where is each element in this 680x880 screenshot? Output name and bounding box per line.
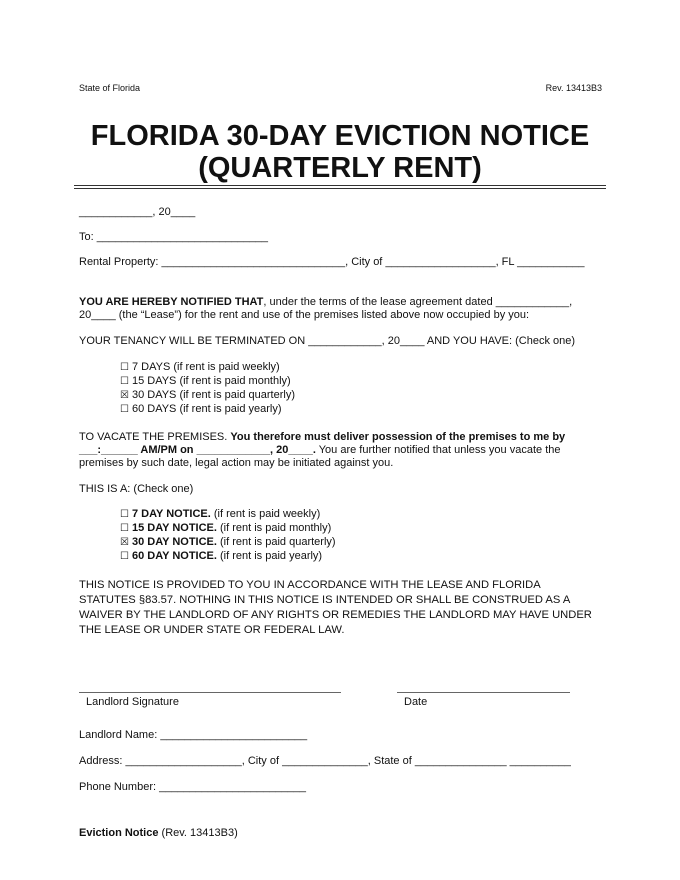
rental-property-label: Rental Property: [79, 256, 159, 268]
revision-label: Rev. 13413B3 [545, 83, 602, 93]
page-title: FLORIDA 30-DAY EVICTION NOTICE [90, 120, 590, 152]
address-label: Address: [79, 755, 123, 767]
days-option-7[interactable] [120, 361, 280, 374]
notice-option-7[interactable] [120, 508, 320, 521]
rental-property-field[interactable]: ______________________________ [161, 256, 346, 268]
checkbox-icon[interactable]: ☐ [120, 404, 129, 415]
phone-field[interactable]: ________________________ [159, 781, 306, 793]
address-state-label: , State of [367, 755, 412, 767]
address-line [79, 755, 571, 768]
notice-option-label: (if rent is paid quarterly) [216, 536, 336, 548]
tenancy-line: YOUR TENANCY WILL BE TERMINATED ON ____________, 20____ AND YOU HAVE: (Check one) [79, 335, 576, 347]
to-label: To: [79, 231, 94, 243]
checked-checkbox-icon[interactable]: ☒ [120, 390, 129, 401]
vacate-bold-2: ___:______ AM/PM on ____________, 20____. [79, 444, 316, 456]
address-city-field[interactable]: ______________ [282, 755, 368, 767]
notice-option-label: (if rent is paid monthly) [216, 522, 332, 534]
vacate-line-1 [79, 431, 565, 444]
notice-line-1 [79, 296, 572, 309]
vacate-text-2: You are further notified that unless you vacate the [315, 444, 561, 456]
notice-option-30[interactable] [120, 536, 336, 549]
days-option-label: 30 DAYS (if rent is paid quarterly) [131, 389, 295, 401]
statute-line-1: THIS NOTICE IS PROVIDED TO YOU IN ACCORDANCE WITH THE LEASE AND FLORIDA [79, 579, 541, 591]
notice-option-label: (if rent is paid weekly) [210, 508, 321, 520]
notice-option-title: 7 DAY NOTICE. [131, 508, 211, 520]
footer-title: Eviction Notice [79, 827, 159, 839]
footer-rev: (Rev. 13413B3) [158, 827, 238, 839]
statute-line-2: STATUTES §83.57. NOTHING IN THIS NOTICE IS INTENDED OR SHALL BE CONSTRUED AS A [79, 594, 571, 606]
title-rule-bottom [74, 188, 606, 189]
title-rule-top [74, 185, 606, 186]
checkbox-icon[interactable]: ☐ [120, 551, 129, 562]
days-option-label: 15 DAYS (if rent is paid monthly) [131, 375, 291, 387]
date-field[interactable]: ____________, 20____ [79, 206, 196, 218]
address-zip-field[interactable]: __________ [509, 755, 571, 767]
page-subtitle: (QUARTERLY RENT) [198, 152, 482, 184]
checkbox-icon[interactable]: ☐ [120, 509, 129, 520]
notice-option-label: (if rent is paid yearly) [216, 550, 323, 562]
days-option-15[interactable] [120, 375, 291, 388]
checkbox-icon[interactable]: ☐ [120, 523, 129, 534]
landlord-signature-label: Landlord Signature [86, 696, 179, 708]
notice-heading: YOU ARE HEREBY NOTIFIED THAT [79, 296, 264, 308]
landlord-name-label: Landlord Name: [79, 729, 158, 741]
notice-option-title: 60 DAY NOTICE. [131, 550, 217, 562]
notice-option-15[interactable] [120, 522, 331, 535]
vacate-bold-1: You therefore must deliver possession of the premises to me by [230, 431, 566, 443]
landlord-name-line [79, 729, 307, 742]
days-option-label: 7 DAYS (if rent is paid weekly) [131, 361, 280, 373]
statute-line-4: THE LEASE OR UNDER STATE OR FEDERAL LAW. [79, 624, 345, 636]
address-field[interactable]: ___________________ [125, 755, 242, 767]
date-signature-line[interactable] [397, 692, 570, 693]
rental-property-line [79, 256, 584, 269]
state-fl-label: , FL [495, 256, 515, 268]
vacate-text: TO VACATE THE PREMISES. [79, 431, 231, 443]
phone-line [79, 781, 306, 794]
vacate-line-2 [79, 444, 561, 457]
notice-option-title: 15 DAY NOTICE. [131, 522, 217, 534]
vacate-line-3: premises by such date, legal action may be initiated against you. [79, 457, 394, 469]
checkbox-icon[interactable]: ☐ [120, 362, 129, 373]
notice-text-1: , under the terms of the lease agreement dated ____________, [263, 296, 573, 308]
to-line [79, 231, 268, 244]
notice-line-2: 20____ (the “Lease”) for the rent and use of the premises listed above now occupied by you: [79, 309, 530, 321]
statute-line-3: WAIVER BY THE LANDLORD OF ANY RIGHTS OR REMEDIES THE LANDLORD MAY HAVE UNDER [79, 609, 592, 621]
city-label: , City of [345, 256, 383, 268]
checkbox-icon[interactable]: ☐ [120, 376, 129, 387]
checked-checkbox-icon[interactable]: ☒ [120, 537, 129, 548]
notice-option-title: 30 DAY NOTICE. [131, 536, 217, 548]
state-label: State of Florida [79, 83, 141, 93]
notice-option-60[interactable] [120, 550, 322, 563]
date-label: Date [404, 696, 428, 708]
days-option-60[interactable] [120, 403, 282, 416]
landlord-name-field[interactable]: ________________________ [160, 729, 308, 741]
city-field[interactable]: __________________ [385, 256, 496, 268]
address-state-field[interactable]: _______________ [414, 755, 507, 767]
zip-field[interactable]: ___________ [517, 256, 585, 268]
days-option-30[interactable] [120, 389, 295, 402]
footer [79, 827, 238, 840]
to-field[interactable]: ____________________________ [96, 231, 269, 243]
days-option-label: 60 DAYS (if rent is paid yearly) [131, 403, 282, 415]
landlord-signature-line[interactable] [79, 692, 341, 693]
address-city-label: , City of [241, 755, 280, 767]
notice-type-heading: THIS IS A: (Check one) [79, 483, 194, 495]
phone-label: Phone Number: [79, 781, 157, 793]
